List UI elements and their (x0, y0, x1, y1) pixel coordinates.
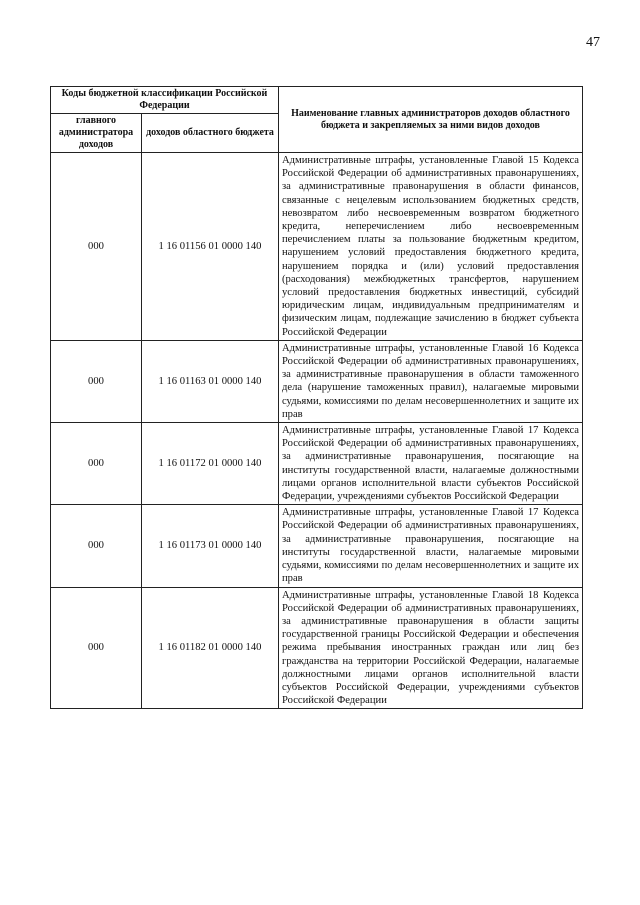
table-row (51, 505, 583, 587)
description-cell: Административные штрафы, установленные Главой 15 Кодекса Российской Федерации об административных правонарушениях, за административные правонарушения в области финансов, связанные с нецелевым использованием бюджетных средств, невозвратом либо несвоевременным возвратом бюджетного кредита, неперечислением либо несвоевременным перечислением платы за пользование бюджетным кредитом, нарушением условий предоставления бюджетного кредита, нарушением порядка и (или) условий предоставления (расходования) межбюджетных трансфертов, нарушением условий предоставления бюджетных инвестиций, субсидий юридическим лицам, индивидуальным предпринимателям и физическим лицам, подлежащие зачислению в бюджет субъекта Российской Федерации (279, 153, 583, 341)
description-cell: Административные штрафы, установленные Главой 17 Кодекса Российской Федерации об административных правонарушениях, за административные правонарушения, посягающие на институты государственной власти, налагаемые должностными лицами органов исполнительной власти субъектов Российской Федерации, учреждениями субъектов Российской Федерации (279, 423, 583, 505)
description-cell: Административные штрафы, установленные Главой 17 Кодекса Российской Федерации об административных правонарушениях, за административные правонарушения, посягающие на институты государственной власти, налагаемые мировыми судьями, комиссиями по делам несовершеннолетних и защите их прав (279, 505, 583, 587)
header-name-column: Наименование главных администраторов доходов областного бюджета и закрепляемых за ними видов доходов (279, 87, 583, 153)
admin-code-cell: 000 (51, 153, 142, 341)
admin-code-cell: 000 (51, 505, 142, 587)
table-row (51, 153, 583, 341)
table-header-row (51, 87, 583, 114)
income-code-cell: 1 16 01163 01 0000 140 (142, 340, 279, 422)
income-code-cell: 1 16 01173 01 0000 140 (142, 505, 279, 587)
table-row (51, 423, 583, 505)
income-code-cell: 1 16 01182 01 0000 140 (142, 587, 279, 709)
income-code-cell: 1 16 01172 01 0000 140 (142, 423, 279, 505)
header-income-column: доходов областного бюджета (142, 114, 279, 153)
admin-code-cell: 000 (51, 587, 142, 709)
table-row (51, 587, 583, 709)
budget-classification-table (50, 86, 583, 709)
description-cell: Административные штрафы, установленные Главой 18 Кодекса Российской Федерации об административных правонарушениях, за административные правонарушения в области защиты государственной границы Российской Федерации и обеспечения режима пребывания иностранных граждан или лиц без гражданства на территории Российской Федерации, налагаемые должностными лицами органов исполнительной власти субъектов Российской Федерации, учреждениями субъектов Российской Федерации (279, 587, 583, 709)
income-code-cell: 1 16 01156 01 0000 140 (142, 153, 279, 341)
header-admin-column: главного администратора доходов (51, 114, 142, 153)
page-number: 47 (586, 35, 600, 50)
header-codes-group: Коды бюджетной классификации Российской Федерации (51, 87, 279, 114)
admin-code-cell: 000 (51, 340, 142, 422)
table-row (51, 340, 583, 422)
description-cell: Административные штрафы, установленные Главой 16 Кодекса Российской Федерации об административных правонарушениях, за административные правонарушения в области таможенного дела (нарушение таможенных правил), налагаемые мировыми судьями, комиссиями по делам несовершеннолетних и защите их прав (279, 340, 583, 422)
admin-code-cell: 000 (51, 423, 142, 505)
